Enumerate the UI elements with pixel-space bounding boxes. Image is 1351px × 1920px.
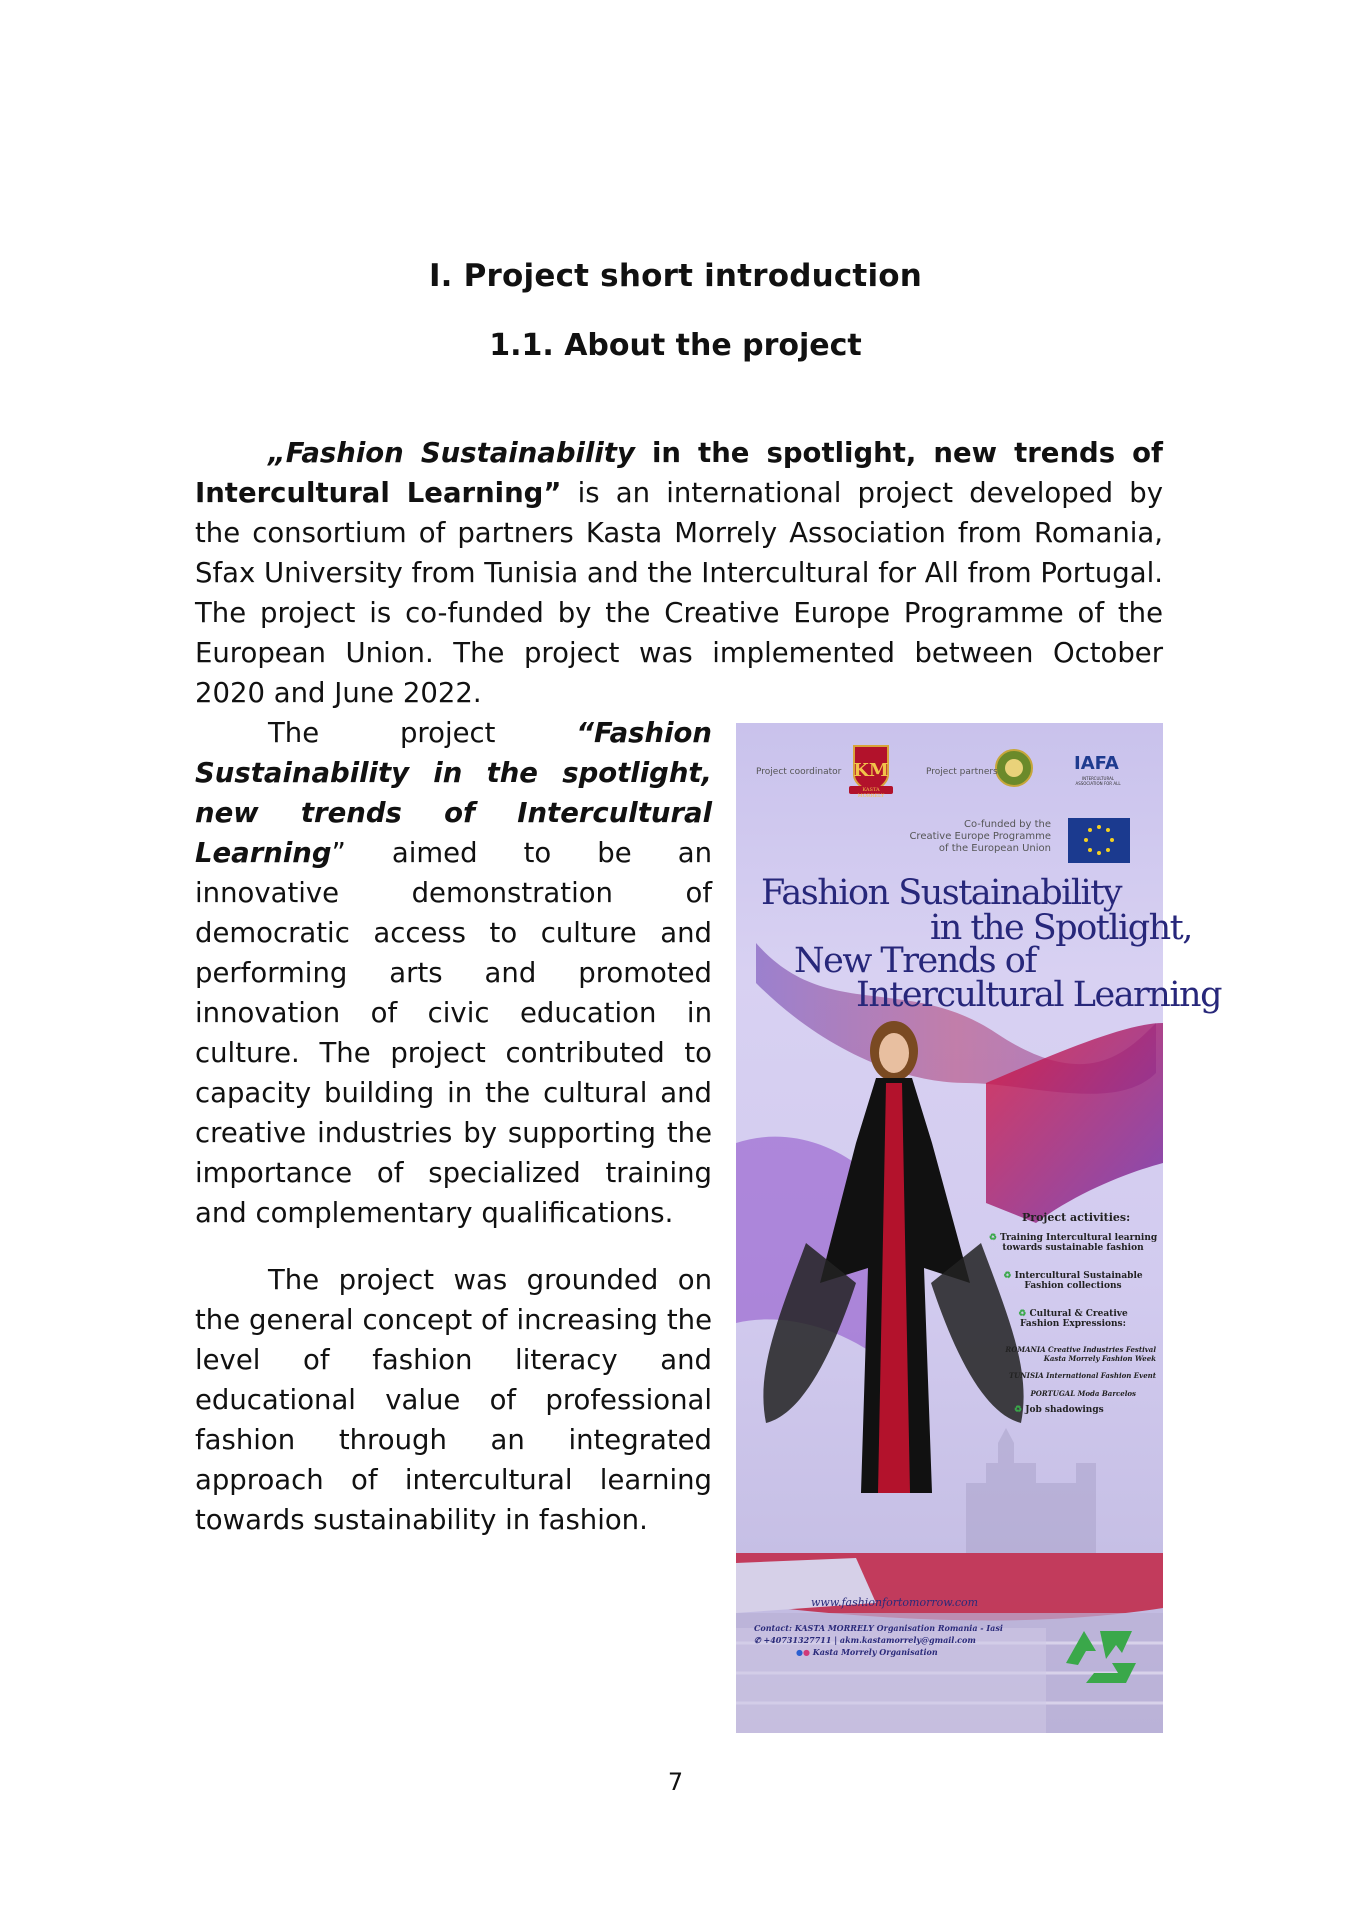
poster-title-3: New Trends of xyxy=(794,941,1036,981)
iafa-logo: IAFA xyxy=(1074,753,1119,774)
title-italic: Fashion Sustainability xyxy=(285,437,635,469)
kasta-logo-text: KASTA MORRELY xyxy=(857,787,885,799)
instagram-icon: ● xyxy=(802,1647,810,1657)
poster-title-2: in the Spotlight, xyxy=(930,908,1192,948)
activity-1: ♻ Training Intercultural learning towards sustainable fashion xyxy=(988,1233,1158,1253)
eu-flag xyxy=(1068,818,1130,863)
recycle-bullet-icon: ♻ xyxy=(1003,1271,1012,1281)
body-text xyxy=(195,433,1221,1733)
cofunded-line-1: Co-funded by the xyxy=(964,819,1051,830)
phone-icon: ✆ xyxy=(754,1635,761,1645)
title-bold: in the spotlight, new trends of Intercultural Learning xyxy=(195,437,1164,509)
svg-text:KM: KM xyxy=(853,760,889,781)
project-title-italic: “Fashion Sustainability in the spotlight, new trends of Intercultural Learning xyxy=(195,717,712,869)
project-poster xyxy=(736,723,1221,1733)
paragraph-3: The project was grounded on the general concept of increasing the level of fashion literacy and educational value of professional fashion through an integrated approach of intercultural learning towards sustainability in fashion. xyxy=(195,1264,712,1536)
cofunded-line-2: Creative Europe Programme xyxy=(909,831,1051,842)
poster-website: www.fashionfortomorrow.com xyxy=(811,1596,979,1609)
poster-contact-2: ✆ +40731327711 | akm.kastamorrely@gmail.com xyxy=(754,1635,976,1645)
recycle-bullet-icon: ♻ xyxy=(988,1233,997,1243)
cofunded-line-3: of the European Union xyxy=(938,843,1051,854)
model-face xyxy=(879,1033,909,1073)
activity-4: ♻ Job shadowings xyxy=(1014,1405,1104,1415)
activity-3: ♻ Cultural & Creative Fashion Expressions: xyxy=(1018,1309,1128,1329)
paragraph-2: The project “Fashion Sustainability in the spotlight, new trends of Intercultural Learning” aimed to be an innovative demonstration of democratic access to culture and performing arts and promoted innovation of civic education in culture. The project contributed to capacity building in the cultural and creative industries by supporting the importance of specialized training and complementary qualifications. xyxy=(195,717,712,1229)
page-number: 7 xyxy=(667,1768,684,1796)
recycle-bullet-icon: ♻ xyxy=(1014,1405,1023,1415)
poster-title-1: Fashion Sustainability xyxy=(761,873,1122,913)
facebook-icon: ● xyxy=(796,1647,803,1657)
event-romania: ROMANIA Creative Industries Festival Kasta Morrely Fashion Week xyxy=(1005,1345,1156,1363)
event-portugal: PORTUGAL Moda Barcelos xyxy=(1030,1389,1136,1398)
activities-heading: Project activities: xyxy=(1022,1211,1131,1224)
coordinator-label: Project coordinator xyxy=(756,767,842,777)
event-tunisia: TUNISIA International Fashion Event xyxy=(1008,1371,1156,1380)
paragraph-1: „Fashion Sustainability in the spotlight, new trends of Intercultural Learning” is an international project developed by the consortium of partners Kasta Morrely Association from Romania, Sfax University from Tunisia and the Intercultural for All from Portugal. The project is co-funded by the Creative Europe Programme of the European Union. The project was implemented between October 2020 and June 2022. xyxy=(195,437,1164,709)
iafa-subtitle: INTERCULTURAL ASSOCIATION FOR ALL xyxy=(1075,776,1121,786)
recycle-bullet-icon: ♻ xyxy=(1018,1309,1027,1319)
section-heading: I. Project short introduction xyxy=(428,258,923,294)
activity-2: ♻ Intercultural Sustainable Fashion collections xyxy=(1003,1271,1143,1291)
poster-title-4: Intercultural Learning xyxy=(856,975,1221,1015)
poster-contact-1: Contact: KASTA MORRELY Organisation Romania - Iasi xyxy=(754,1623,1003,1633)
subsection-heading: 1.1. About the project xyxy=(489,328,862,363)
poster-contact-3: ●● Kasta Morrely Organisation xyxy=(796,1647,938,1657)
partners-label: Project partners xyxy=(926,767,998,777)
